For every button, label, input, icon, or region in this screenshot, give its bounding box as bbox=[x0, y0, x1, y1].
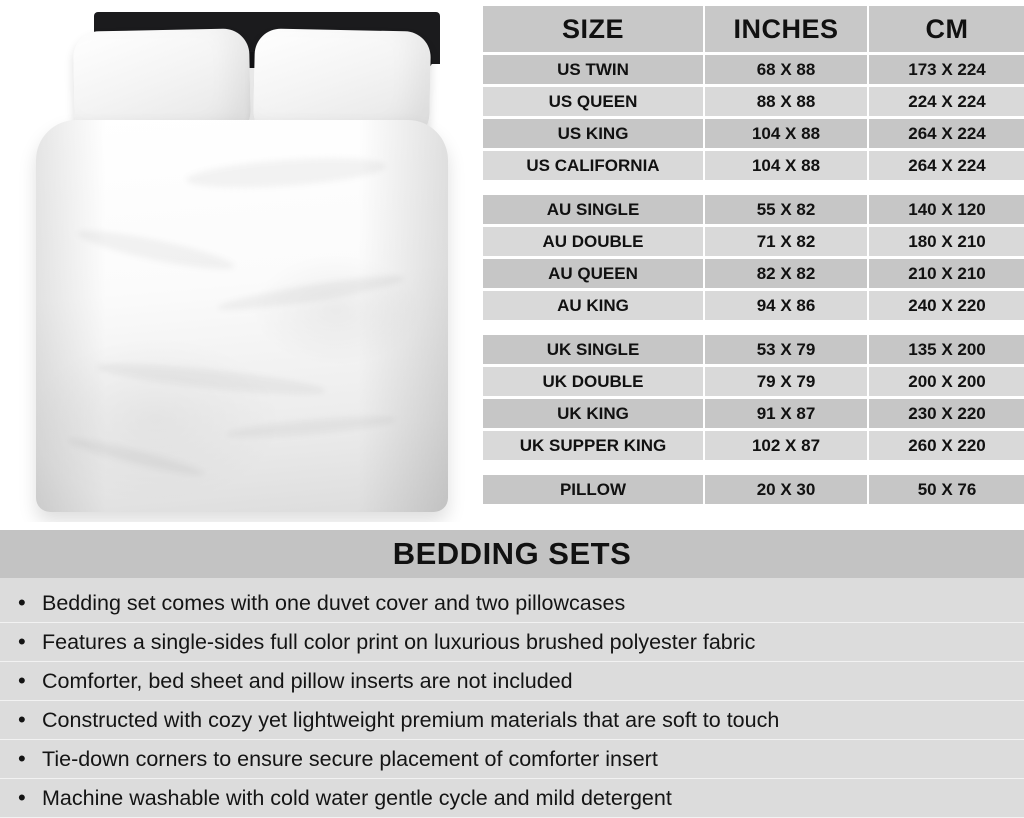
table-group-spacer bbox=[482, 462, 1024, 473]
table-row bbox=[482, 226, 1024, 257]
bedding-sets-panel bbox=[0, 528, 1024, 818]
list-item: • Features a single-sides full color print on luxurious brushed polyester fabric bbox=[0, 623, 1024, 662]
list-item: • Constructed with cozy yet lightweight premium materials that are soft to touch bbox=[0, 701, 1024, 740]
row-inches-value: 91 X 87 bbox=[704, 398, 868, 429]
table-row bbox=[482, 398, 1024, 429]
row-size-label: AU QUEEN bbox=[482, 258, 704, 289]
table-row bbox=[482, 430, 1024, 461]
row-inches-value: 55 X 82 bbox=[704, 194, 868, 225]
product-image bbox=[0, 0, 482, 522]
table-row bbox=[482, 150, 1024, 181]
row-inches-value: 104 X 88 bbox=[704, 118, 868, 149]
table-group-spacer bbox=[482, 182, 1024, 193]
table-row bbox=[482, 366, 1024, 397]
bed-illustration bbox=[22, 8, 462, 518]
row-inches-value: 20 X 30 bbox=[704, 474, 868, 505]
row-inches-value: 53 X 79 bbox=[704, 334, 868, 365]
table-row bbox=[482, 118, 1024, 149]
row-size-label: US QUEEN bbox=[482, 86, 704, 117]
row-inches-value: 68 X 88 bbox=[704, 54, 868, 85]
header-inches: INCHES bbox=[704, 5, 868, 53]
list-item: • Tie-down corners to ensure secure placement of comforter insert bbox=[0, 740, 1024, 779]
panel-title: BEDDING SETS bbox=[0, 530, 1024, 578]
row-size-label: AU SINGLE bbox=[482, 194, 704, 225]
duvet-fold bbox=[185, 153, 386, 193]
row-cm-value: 224 X 224 bbox=[868, 86, 1024, 117]
list-item: • Machine washable with cold water gentle cycle and mild detergent bbox=[0, 779, 1024, 818]
row-inches-value: 94 X 86 bbox=[704, 290, 868, 321]
list-item: • Comforter, bed sheet and pillow inserts are not included bbox=[0, 662, 1024, 701]
table-header-row bbox=[482, 5, 1024, 53]
table-group-spacer bbox=[482, 322, 1024, 333]
table-row bbox=[482, 290, 1024, 321]
row-size-label: UK SINGLE bbox=[482, 334, 704, 365]
duvet-cover-shape bbox=[36, 120, 448, 512]
row-cm-value: 240 X 220 bbox=[868, 290, 1024, 321]
row-cm-value: 264 X 224 bbox=[868, 150, 1024, 181]
row-inches-value: 104 X 88 bbox=[704, 150, 868, 181]
row-size-label: AU KING bbox=[482, 290, 704, 321]
row-inches-value: 71 X 82 bbox=[704, 226, 868, 257]
duvet-shadow-left bbox=[36, 120, 106, 512]
row-size-label: UK SUPPER KING bbox=[482, 430, 704, 461]
row-cm-value: 210 X 210 bbox=[868, 258, 1024, 289]
header-size: SIZE bbox=[482, 5, 704, 53]
row-cm-value: 173 X 224 bbox=[868, 54, 1024, 85]
row-size-label: US KING bbox=[482, 118, 704, 149]
row-inches-value: 102 X 87 bbox=[704, 430, 868, 461]
row-cm-value: 140 X 120 bbox=[868, 194, 1024, 225]
header-cm: CM bbox=[868, 5, 1024, 53]
row-inches-value: 88 X 88 bbox=[704, 86, 868, 117]
row-cm-value: 264 X 224 bbox=[868, 118, 1024, 149]
row-size-label: US CALIFORNIA bbox=[482, 150, 704, 181]
row-size-label: UK DOUBLE bbox=[482, 366, 704, 397]
row-cm-value: 50 X 76 bbox=[868, 474, 1024, 505]
row-cm-value: 260 X 220 bbox=[868, 430, 1024, 461]
size-chart-table bbox=[482, 4, 1024, 506]
row-size-label: UK KING bbox=[482, 398, 704, 429]
list-item: • Bedding set comes with one duvet cover and two pillowcases bbox=[0, 584, 1024, 623]
row-cm-value: 180 X 210 bbox=[868, 226, 1024, 257]
feature-list bbox=[0, 578, 1024, 818]
row-size-label: PILLOW bbox=[482, 474, 704, 505]
duvet-fold bbox=[96, 358, 327, 400]
row-size-label: AU DOUBLE bbox=[482, 226, 704, 257]
row-cm-value: 200 X 200 bbox=[868, 366, 1024, 397]
table-row bbox=[482, 54, 1024, 85]
row-size-label: US TWIN bbox=[482, 54, 704, 85]
duvet-shadow-right bbox=[358, 120, 448, 512]
row-cm-value: 230 X 220 bbox=[868, 398, 1024, 429]
row-cm-value: 135 X 200 bbox=[868, 334, 1024, 365]
table-row bbox=[482, 86, 1024, 117]
table-row bbox=[482, 474, 1024, 505]
table-row bbox=[482, 194, 1024, 225]
row-inches-value: 82 X 82 bbox=[704, 258, 868, 289]
size-chart-table-wrapper bbox=[482, 0, 1024, 522]
table-row bbox=[482, 258, 1024, 289]
row-inches-value: 79 X 79 bbox=[704, 366, 868, 397]
table-row bbox=[482, 334, 1024, 365]
